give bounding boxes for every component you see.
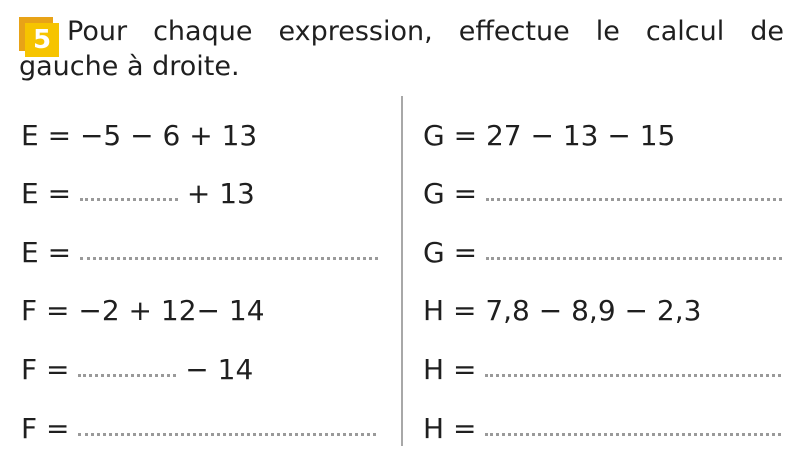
expression-h-result: [423, 412, 781, 446]
expression-h-step1: [423, 353, 781, 387]
step-label: G =: [423, 236, 486, 269]
answer-blank[interactable]: [80, 198, 178, 201]
answer-blank[interactable]: [78, 374, 176, 377]
step-remainder: + 13: [177, 177, 255, 210]
step-remainder: − 14: [176, 353, 254, 386]
answer-blank[interactable]: [80, 257, 378, 260]
answer-blank[interactable]: [486, 198, 782, 201]
step-label: H =: [423, 412, 486, 445]
column-divider: [401, 96, 403, 446]
exercise-number: 5: [25, 23, 59, 57]
expression-e-step1: [21, 177, 255, 211]
expression-g-step1: [423, 177, 782, 211]
step-label: H =: [423, 353, 486, 386]
step-label: E =: [21, 177, 80, 210]
step-label: F =: [21, 412, 79, 445]
expression-e-result: [21, 236, 378, 270]
answer-blank[interactable]: [78, 433, 376, 436]
answer-blank[interactable]: [485, 374, 781, 377]
expression-f: F = −2 + 12− 14: [21, 294, 265, 327]
answer-blank[interactable]: [485, 433, 781, 436]
answer-blank[interactable]: [486, 257, 782, 260]
expression-f-result: [21, 412, 376, 446]
instruction-text: Pour chaque expression, effectue le calcul de gauche à droite.: [19, 16, 784, 82]
expression-h: H = 7,8 − 8,9 − 2,3: [423, 294, 702, 327]
expression-e: E = −5 − 6 + 13: [21, 119, 258, 152]
step-label: F =: [21, 353, 79, 386]
expression-f-step1: [21, 353, 253, 387]
exercise-instruction: [19, 14, 784, 84]
step-label: E =: [21, 236, 80, 269]
expression-g: G = 27 − 13 − 15: [423, 119, 676, 152]
expression-g-result: [423, 236, 782, 270]
step-label: G =: [423, 177, 486, 210]
